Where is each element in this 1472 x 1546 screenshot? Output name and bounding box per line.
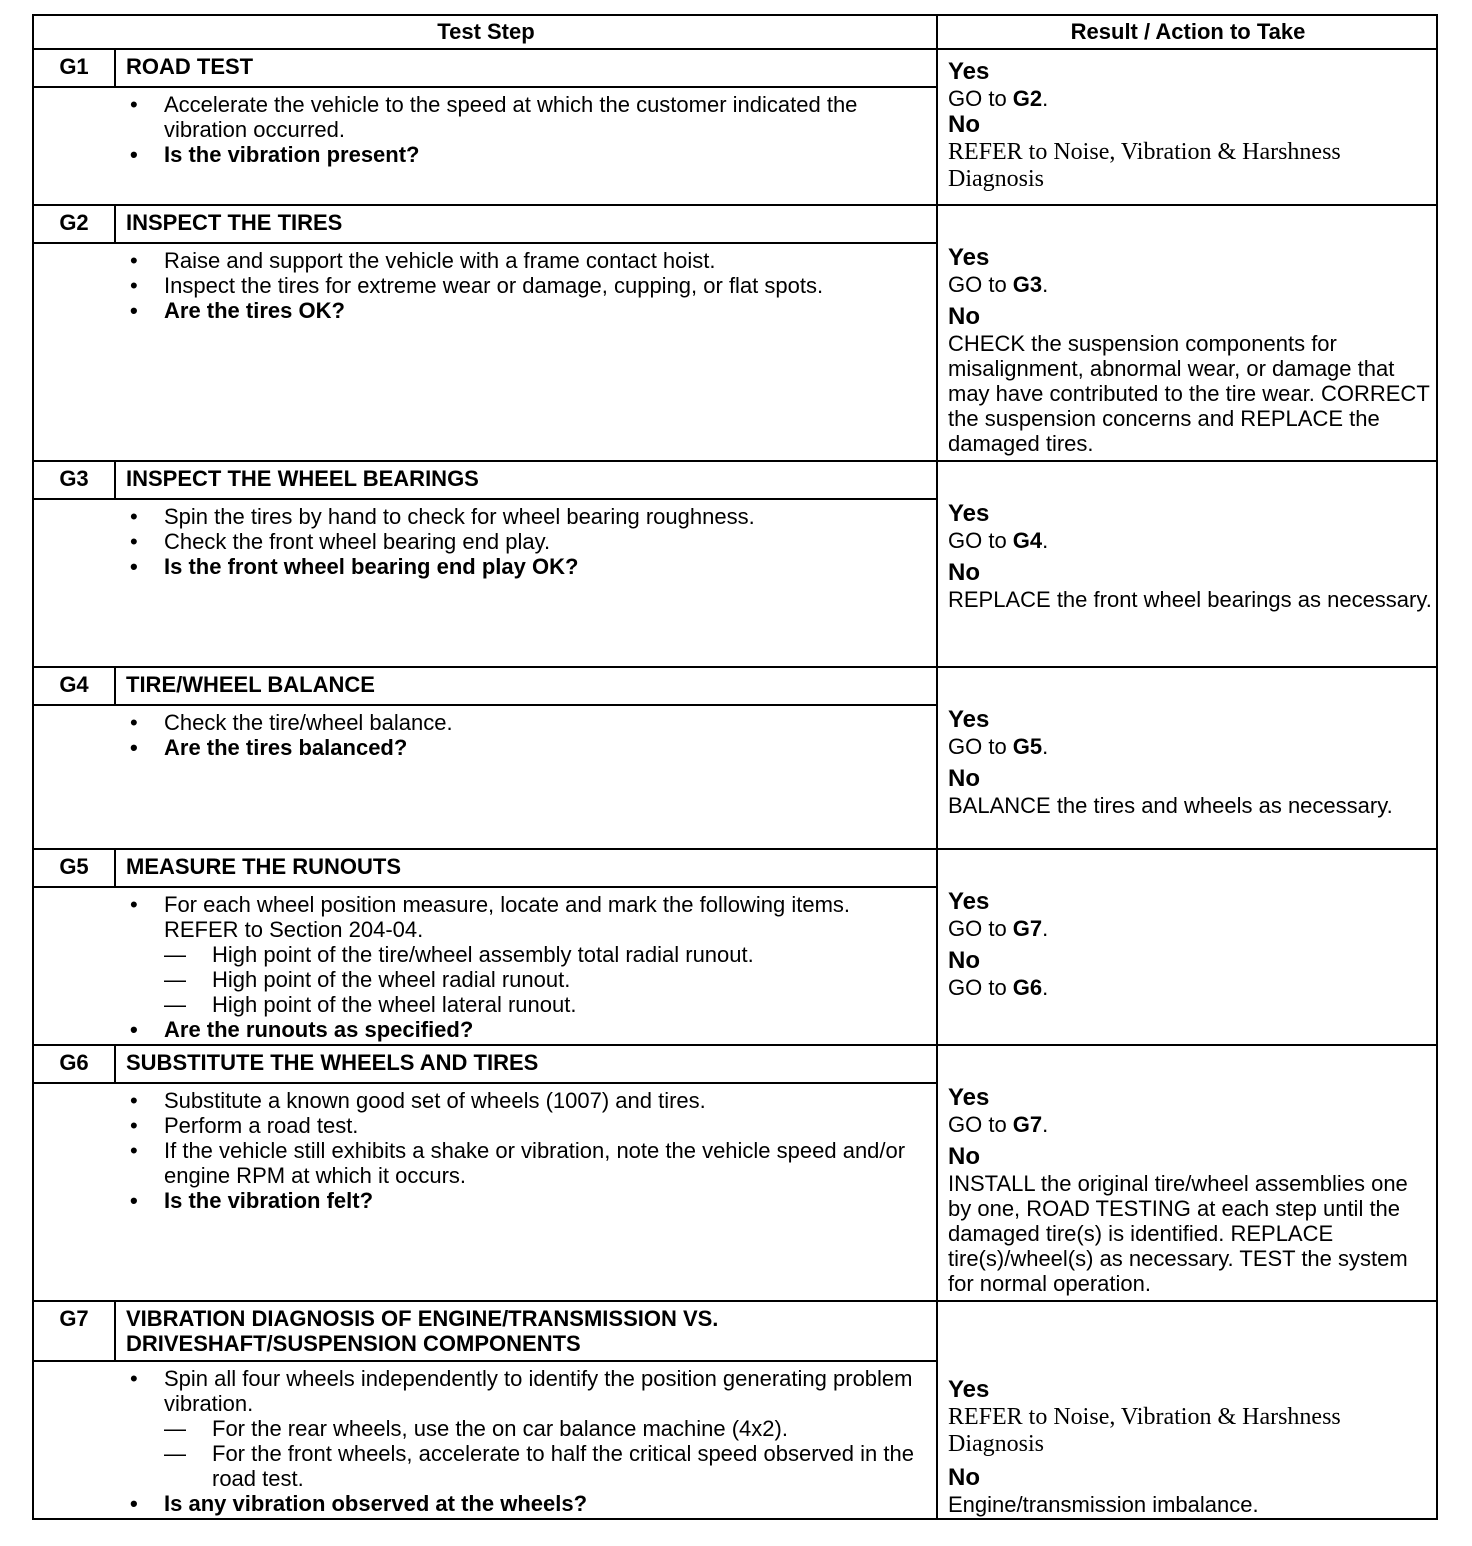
bullet-item: • Raise and support the vehicle with a frame contact hoist. <box>34 248 936 273</box>
step-result <box>938 500 1436 612</box>
yes-action: GO to G3. <box>948 272 1049 297</box>
yes-action: GO to G4. <box>948 528 1049 553</box>
step-title: TIRE/WHEEL BALANCE <box>126 672 375 697</box>
no-label: No <box>948 947 980 974</box>
step-title: INSPECT THE WHEEL BEARINGS <box>126 466 479 491</box>
no-label: No <box>948 765 980 792</box>
step-id: G7 <box>34 1302 116 1360</box>
step-instructions <box>34 892 936 1042</box>
header-result-action: Result / Action to Take <box>938 16 1438 50</box>
step-title-bar <box>34 50 936 88</box>
no-label: No <box>948 559 980 586</box>
step-id: G1 <box>34 50 116 86</box>
goto-link: G2 <box>1012 86 1043 111</box>
no-action: GO to G6. <box>948 975 1049 1000</box>
no-action: CHECK the suspension components for misalignment, abnormal wear, or damage that may have contributed to the tire wear. CORRECT the suspension concerns and REPLACE the damaged tires. <box>948 331 1430 456</box>
yes-label: Yes <box>948 706 990 733</box>
yes-action: REFER to Noise, Vibration & Harshness Diagnosis <box>948 1404 1341 1457</box>
step-title-bar <box>34 1046 936 1084</box>
step-instructions <box>34 1366 936 1516</box>
step-title-bar <box>34 668 936 706</box>
yes-label: Yes <box>948 1376 990 1403</box>
no-action: REFER to Noise, Vibration & Harshness Diagnosis <box>948 139 1341 192</box>
step-question: • Are the tires OK? <box>34 298 936 323</box>
step-row-g5 <box>34 850 1436 1046</box>
goto-link: G4 <box>1012 528 1043 553</box>
step-id: G2 <box>34 206 116 242</box>
no-label: No <box>948 111 980 138</box>
sub-item: — For the front wheels, accelerate to half the critical speed observed in the road test. <box>164 1441 922 1491</box>
step-result <box>938 244 1436 456</box>
step-title-bar <box>34 1302 936 1362</box>
no-action: BALANCE the tires and wheels as necessary. <box>948 793 1393 818</box>
sub-list <box>164 1416 922 1491</box>
no-label: No <box>948 1464 980 1491</box>
step-title: VIBRATION DIAGNOSIS OF ENGINE/TRANSMISSION VS. DRIVESHAFT/SUSPENSION COMPONENTS <box>126 1306 719 1356</box>
goto-link: G7 <box>1012 1112 1043 1137</box>
step-instructions <box>34 92 936 167</box>
bullet-item: • Perform a road test. <box>34 1113 936 1138</box>
yes-action: GO to G2. <box>948 86 1049 111</box>
bullet-item: • Inspect the tires for extreme wear or damage, cupping, or flat spots. <box>34 273 936 298</box>
step-row-g3 <box>34 462 1436 668</box>
step-result <box>938 1084 1436 1296</box>
bullet-item <box>34 1366 936 1491</box>
bullet-item: • If the vehicle still exhibits a shake or vibration, note the vehicle speed and/or engine RPM at which it occurs. <box>34 1138 936 1188</box>
step-result <box>938 888 1436 1000</box>
step-instructions <box>34 710 936 760</box>
step-question: • Is the vibration present? <box>34 142 936 167</box>
step-row-g7 <box>34 1302 1436 1518</box>
step-row-g2 <box>34 206 1436 462</box>
no-action: INSTALL the original tire/wheel assemblies one by one, ROAD TESTING at each step until the damaged tire(s) is identified. REPLACE tire(s)/wheel(s) as necessary. TEST the system for normal operation. <box>948 1171 1408 1296</box>
bullet-item: • Accelerate the vehicle to the speed at which the customer indicated the vibration occurred. <box>34 92 936 142</box>
bullet-item: • Spin the tires by hand to check for wheel bearing roughness. <box>34 504 936 529</box>
no-label: No <box>948 303 980 330</box>
goto-link: G7 <box>1012 916 1043 941</box>
no-action: REPLACE the front wheel bearings as necessary. <box>948 587 1432 612</box>
bullet-item: • Check the front wheel bearing end play. <box>34 529 936 554</box>
goto-link: G6 <box>1012 975 1043 1000</box>
yes-label: Yes <box>948 888 990 915</box>
step-id: G3 <box>34 462 116 498</box>
step-instructions <box>34 504 936 579</box>
yes-action: GO to G7. <box>948 1112 1049 1137</box>
step-title: ROAD TEST <box>126 54 254 79</box>
step-question: • Are the tires balanced? <box>34 735 936 760</box>
step-title-bar <box>34 206 936 244</box>
yes-label: Yes <box>948 244 990 271</box>
bullet-text: Spin all four wheels independently to identify the position generating problem vibration. <box>164 1366 913 1416</box>
sub-item: — High point of the wheel lateral runout. <box>164 992 922 1017</box>
bullet-item: • Check the tire/wheel balance. <box>34 710 936 735</box>
step-id: G6 <box>34 1046 116 1082</box>
step-result <box>938 706 1436 818</box>
no-action: Engine/transmission imbalance. <box>948 1492 1259 1517</box>
step-result <box>938 1376 1436 1517</box>
step-id: G5 <box>34 850 116 886</box>
step-question: • Is the front wheel bearing end play OK? <box>34 554 936 579</box>
no-label: No <box>948 1143 980 1170</box>
bullet-item <box>34 892 936 1017</box>
yes-label: Yes <box>948 1084 990 1111</box>
sub-item: — For the rear wheels, use the on car balance machine (4x2). <box>164 1416 922 1441</box>
step-row-g1 <box>34 50 1436 206</box>
goto-link: G3 <box>1012 272 1043 297</box>
step-question: • Are the runouts as specified? <box>34 1017 936 1042</box>
sub-item: — High point of the tire/wheel assembly total radial runout. <box>164 942 922 967</box>
diagnostic-table <box>32 14 1438 1520</box>
sub-list <box>164 942 922 1017</box>
step-title: MEASURE THE RUNOUTS <box>126 854 402 879</box>
step-question: • Is any vibration observed at the wheels? <box>34 1491 936 1516</box>
yes-label: Yes <box>948 500 990 527</box>
step-question: • Is the vibration felt? <box>34 1188 936 1213</box>
step-instructions <box>34 248 936 323</box>
yes-label: Yes <box>948 58 990 85</box>
yes-action: GO to G5. <box>948 734 1049 759</box>
yes-action: GO to G7. <box>948 916 1049 941</box>
header-test-step: Test Step <box>34 16 938 50</box>
step-title: SUBSTITUTE THE WHEELS AND TIRES <box>126 1050 539 1075</box>
step-title-bar <box>34 850 936 888</box>
step-id: G4 <box>34 668 116 704</box>
bullet-text: For each wheel position measure, locate and mark the following items. REFER to Section 204-04. <box>164 892 851 942</box>
step-result <box>938 58 1436 193</box>
step-title: INSPECT THE TIRES <box>126 210 343 235</box>
bullet-item: • Substitute a known good set of wheels (1007) and tires. <box>34 1088 936 1113</box>
step-row-g4 <box>34 668 1436 850</box>
sub-item: — High point of the wheel radial runout. <box>164 967 922 992</box>
goto-link: G5 <box>1012 734 1043 759</box>
step-instructions <box>34 1088 936 1213</box>
step-row-g6 <box>34 1046 1436 1302</box>
step-title-bar <box>34 462 936 500</box>
